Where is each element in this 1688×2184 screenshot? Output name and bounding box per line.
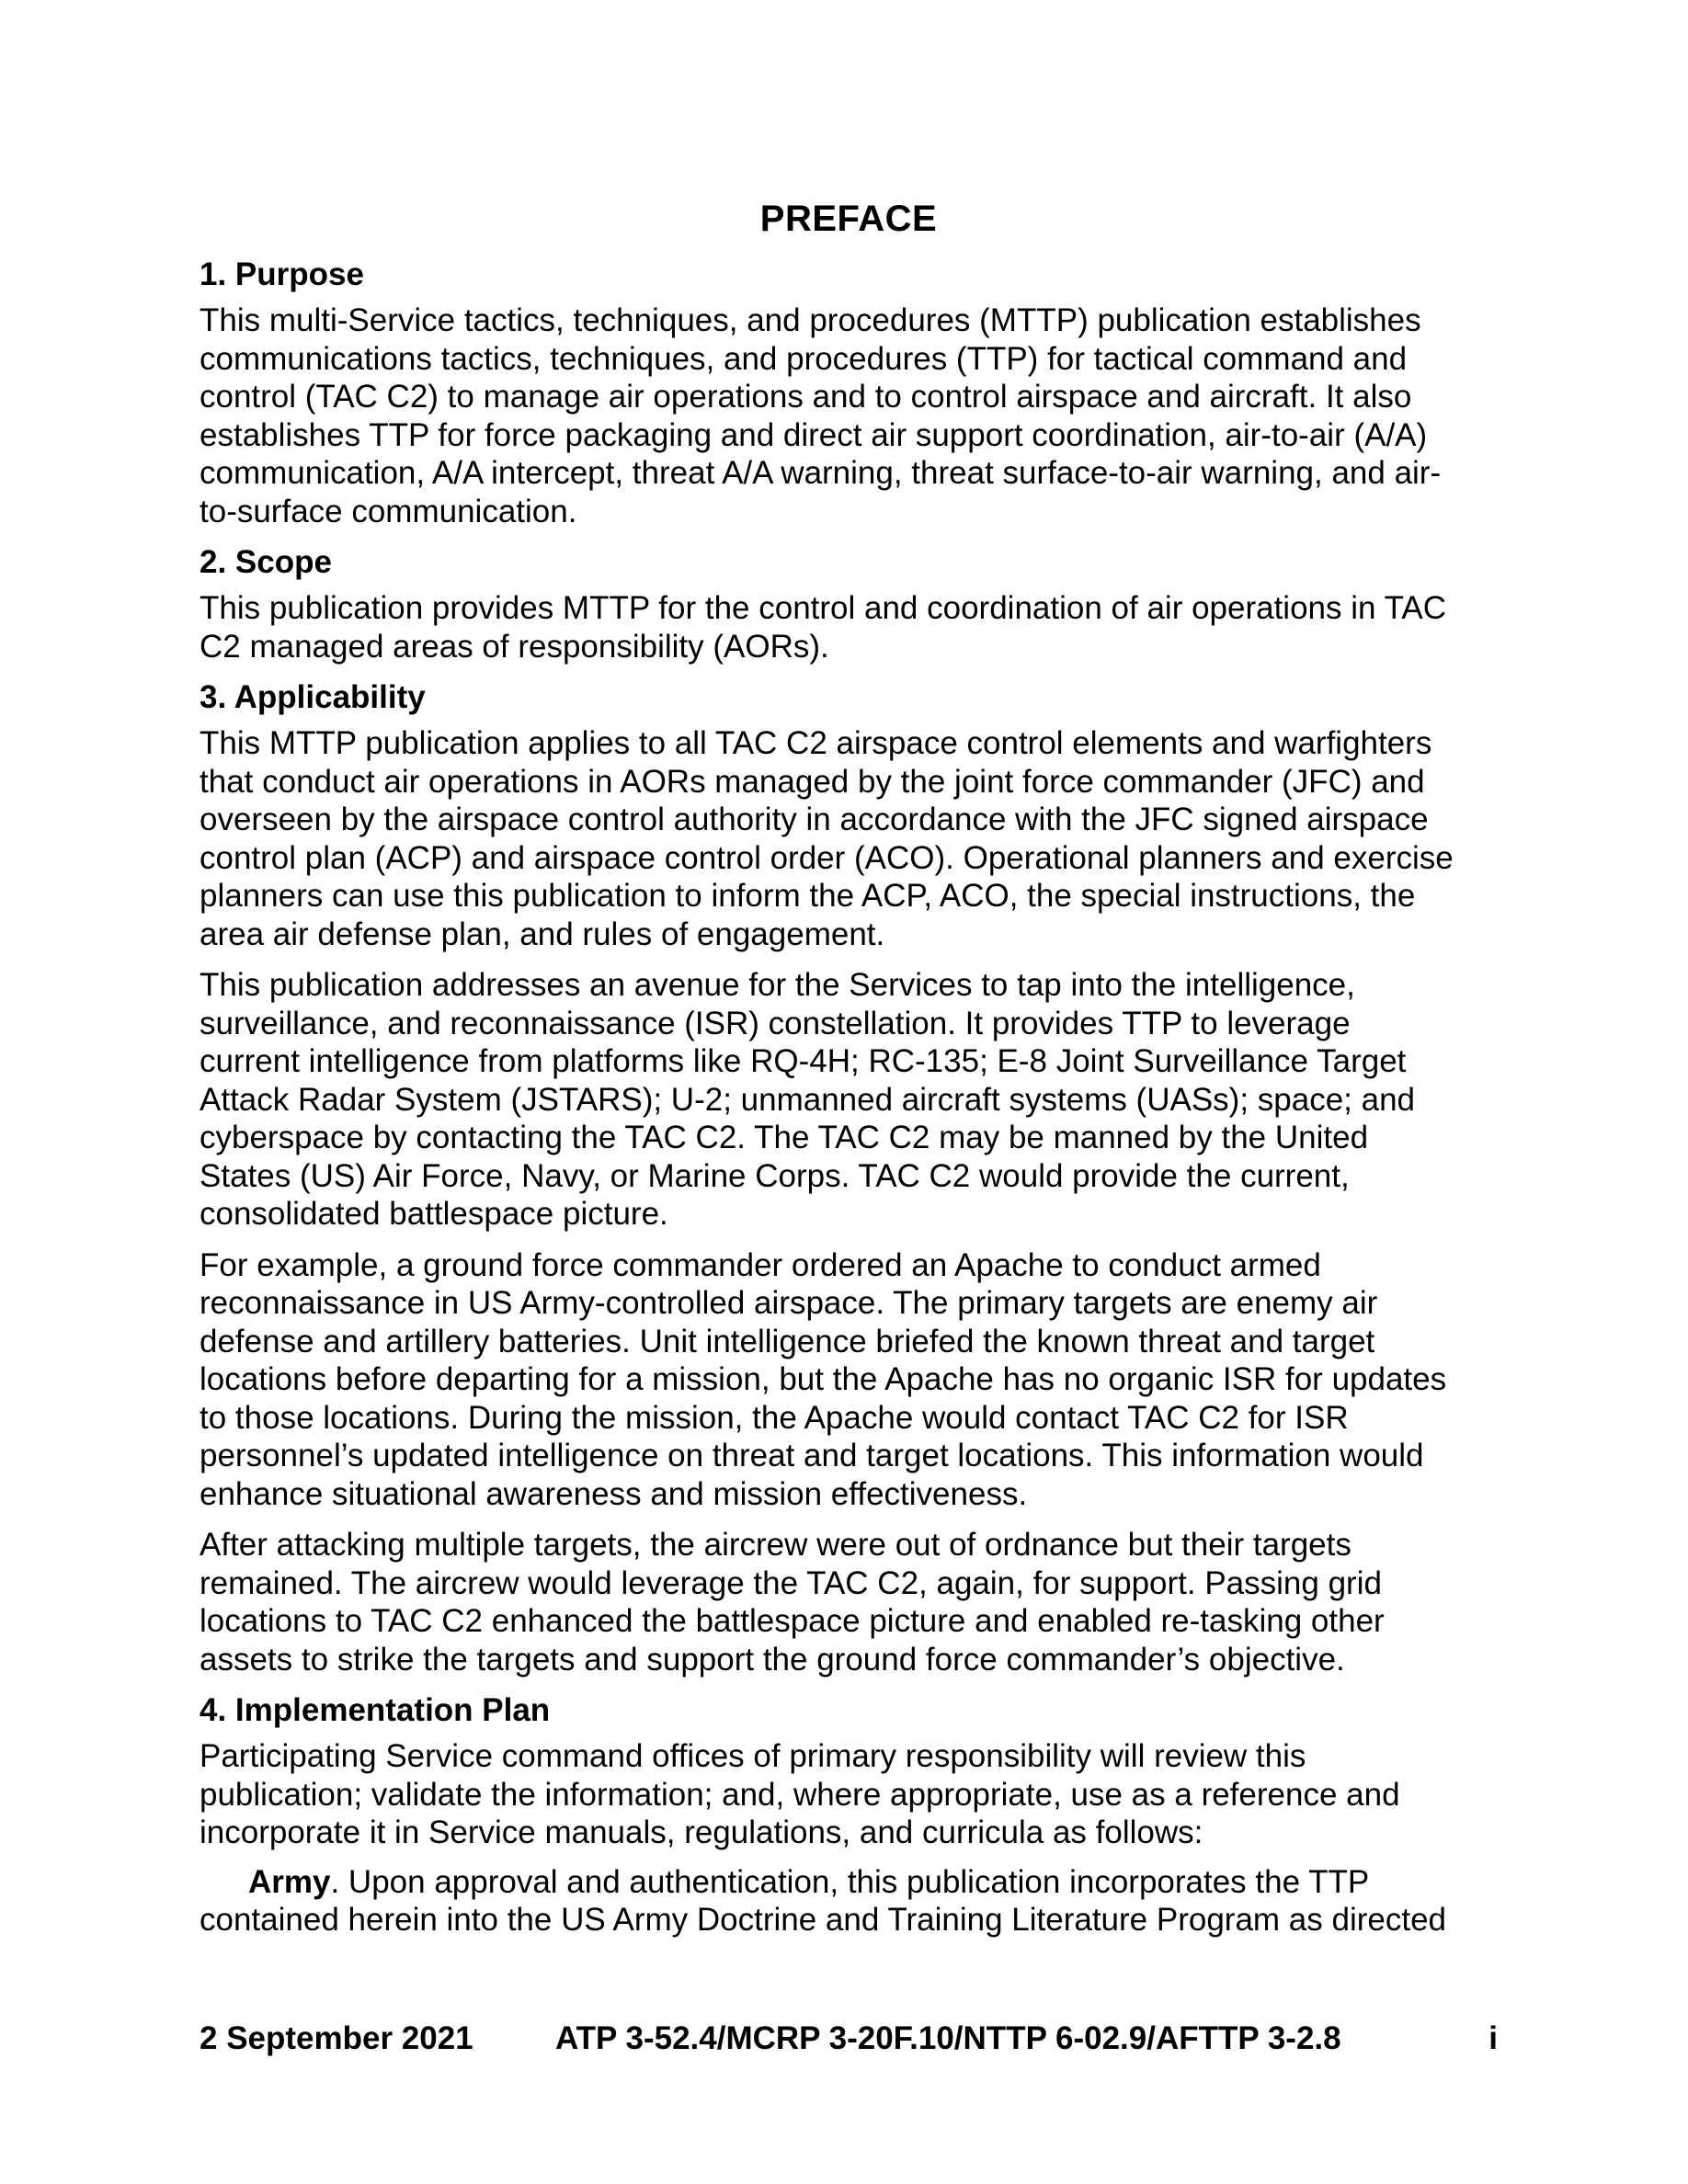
- section-heading-applicability: 3. Applicability: [200, 679, 426, 715]
- footer-date: 2 September 2021: [200, 2020, 473, 2056]
- page-title: PREFACE: [759, 199, 938, 239]
- section-heading-purpose: 1. Purpose: [200, 256, 364, 292]
- footer-publication-number: ATP 3-52.4/MCRP 3-20F.10/NTTP 6-02.9/AFTTP 3-2.8: [555, 2020, 1341, 2056]
- section-heading-implementation-plan: 4. Implementation Plan: [200, 1692, 551, 1728]
- page-footer: [200, 2019, 1498, 2059]
- applicability-paragraph-2: This publication addresses an avenue for the Services to tap into the intelligence, surveillance, and reconnaissance (ISR) constellation. It provides TTP to leverage current intelligence from platforms like RQ-4H; RC-135; E-8 Joint Surveillance Target Attack Radar System (JSTARS); U-2; unmanned aircraft systems (UASs); space; and cyberspace by contacting the TAC C2. The TAC C2 may be manned by the United States (US) Air Force, Navy, or Marine Corps. TAC C2 would provide the current, consolidated battlespace picture.: [200, 967, 1416, 1232]
- scope-paragraph: This publication provides MTTP for the control and coordination of air operations in TAC C2 managed areas of responsibility (AORs).: [200, 590, 1446, 665]
- page-body: [200, 193, 1498, 1939]
- section-heading-scope: 2. Scope: [200, 544, 332, 580]
- applicability-paragraph-3: For example, a ground force commander ordered an Apache to conduct armed reconnaissance in US Army-controlled airspace. The primary targets are enemy air defense and artillery batteries. Unit intelligence briefed the known threat and target locations before departing for a mission, but the Apache has no organic ISR for updates to those locations. During the mission, the Apache would contact TAC C2 for ISR personnel’s updated intelligence on threat and target locations. This information would enhance situational awareness and mission effectiveness.: [200, 1246, 1447, 1512]
- army-paragraph: [200, 1863, 1498, 1939]
- applicability-paragraph-1: This MTTP publication applies to all TAC C2 airspace control elements and warfighters that conduct air operations in AORs managed by the joint force commander (JFC) and overseen by the airspace control authority in accordance with the JFC signed airspace control plan (ACP) and airspace control order (ACO). Operational planners and exercise planners can use this publication to inform the ACP, ACO, the special instructions, the area air defense plan, and rules of engagement.: [200, 725, 1454, 952]
- purpose-paragraph: This multi-Service tactics, techniques, and procedures (MTTP) publication establishes communications tactics, techniques, and procedures (TTP) for tactical command and control (TAC C2) to manage air operations and to control airspace and aircraft. It also establishes TTP for force packaging and direct air support coordination, air-to-air (A/A) communication, A/A intercept, threat A/A warning, threat surface-to-air warning, and air- to-surface communication.: [200, 302, 1442, 529]
- footer-page-number: i: [1488, 2020, 1498, 2056]
- army-text: . Upon approval and authentication, this publication incorporates the TTP contained herein into the US Army Doctrine and Training Literature Program as directed: [200, 1863, 1446, 1938]
- army-label: Army: [248, 1863, 331, 1900]
- applicability-paragraph-4: After attacking multiple targets, the aircrew were out of ordnance but their targets remained. The aircrew would leverage the TAC C2, again, for support. Passing grid locations to TAC C2 enhanced the battlespace picture and enabled re-tasking other assets to strike the targets and support the ground force commander’s objective.: [200, 1527, 1385, 1678]
- implementation-paragraph: Participating Service command offices of primary responsibility will review this publication; validate the information; and, where appropriate, use as a reference and incorporate it in Service manuals, regulations, and curricula as follows:: [200, 1738, 1400, 1850]
